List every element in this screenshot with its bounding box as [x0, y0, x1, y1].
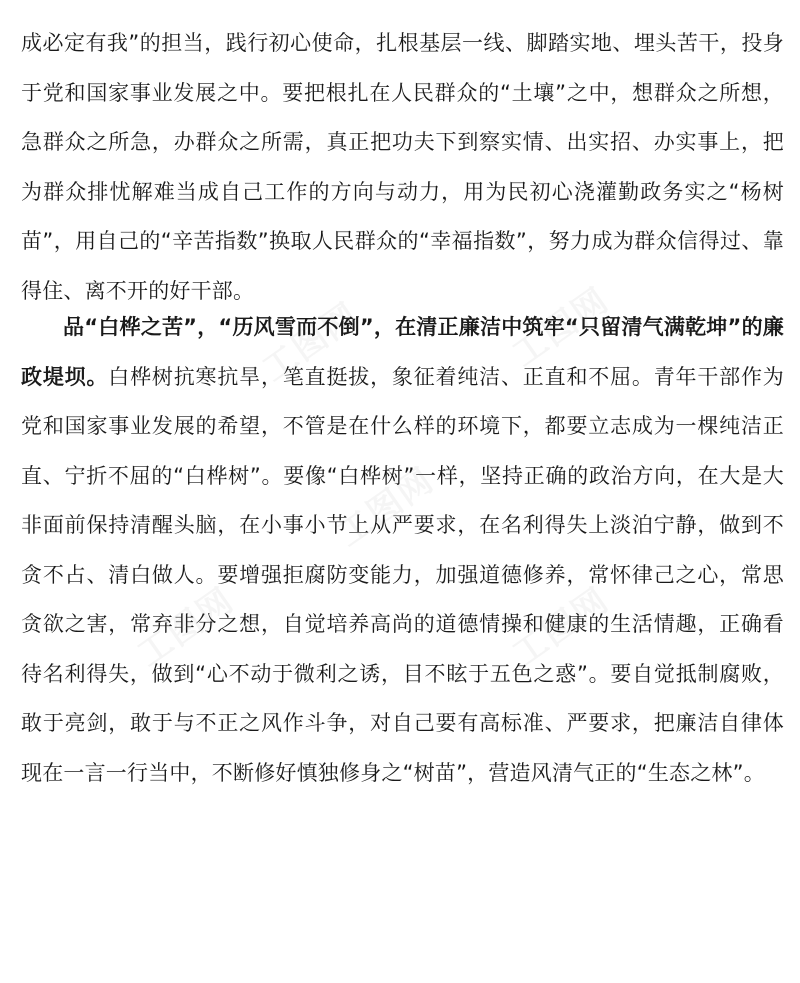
paragraph-2: [0, 303, 800, 798]
watermark: 工图网: [505, 280, 617, 375]
paragraph-1-text: 成必定有我”的担当，践行初心使命，扎根基层一线、脚踏实地、埋头苦干，投身于党和国家事业发展之中。要把根扎在人民群众的“土壤”之中，想群众之所想，急群众之所急，办群众之所需，真正把功夫下到察实情、出实招、办实事上，把为群众排忧解难当成自己工作的方向与动力，用为民初心浇灌勤政务实之“杨树苗”，用自己的“辛苦指数”换取人民群众的“幸福指数”，努力成为群众信得过、靠得住、离不开的好干部。: [21, 31, 784, 303]
watermark: 工图网: [330, 460, 442, 555]
watermark: 工图网: [130, 580, 242, 675]
paragraph-2-body: 白桦树抗寒抗旱，笔直挺拔，象征着纯洁、正直和不屈。青年干部作为党和国家事业发展的希望，不管是在什么样的环境下，都要立志成为一棵纯洁正直、宁折不屈的“白桦树”。要像“白桦树”一样，坚持正确的政治方向，在大是大非面前保持清醒头脑，在小事小节上从严要求，在名利得失上淡泊宁静，做到不贪不占、清白做人。要增强拒腐防变能力，加强道德修养，常怀律己之心，常思贪欲之害，常弃非分之想，自觉培养高尚的道德情操和健康的生活情趣，正确看待名利得失，做到“心不动于微利之诱，目不眩于五色之惑”。要自觉抵制腐败，敢于亮剑，敢于与不正之风作斗争，对自己要有高标准、严要求，把廉洁自律体现在一言一行当中，不断修好慎独修身之“树苗”，营造风清气正的“生态之林”。: [21, 364, 784, 785]
watermark: 工图网: [255, 295, 367, 390]
paragraph-2-lead: 品“白桦之苦”，“历风雪而不倒”，在清正廉洁中筑牢“只留清气满乾坤”的廉政堤坝。: [21, 315, 784, 389]
watermark: 工图网: [505, 580, 617, 675]
paragraph-1: [0, 19, 800, 316]
